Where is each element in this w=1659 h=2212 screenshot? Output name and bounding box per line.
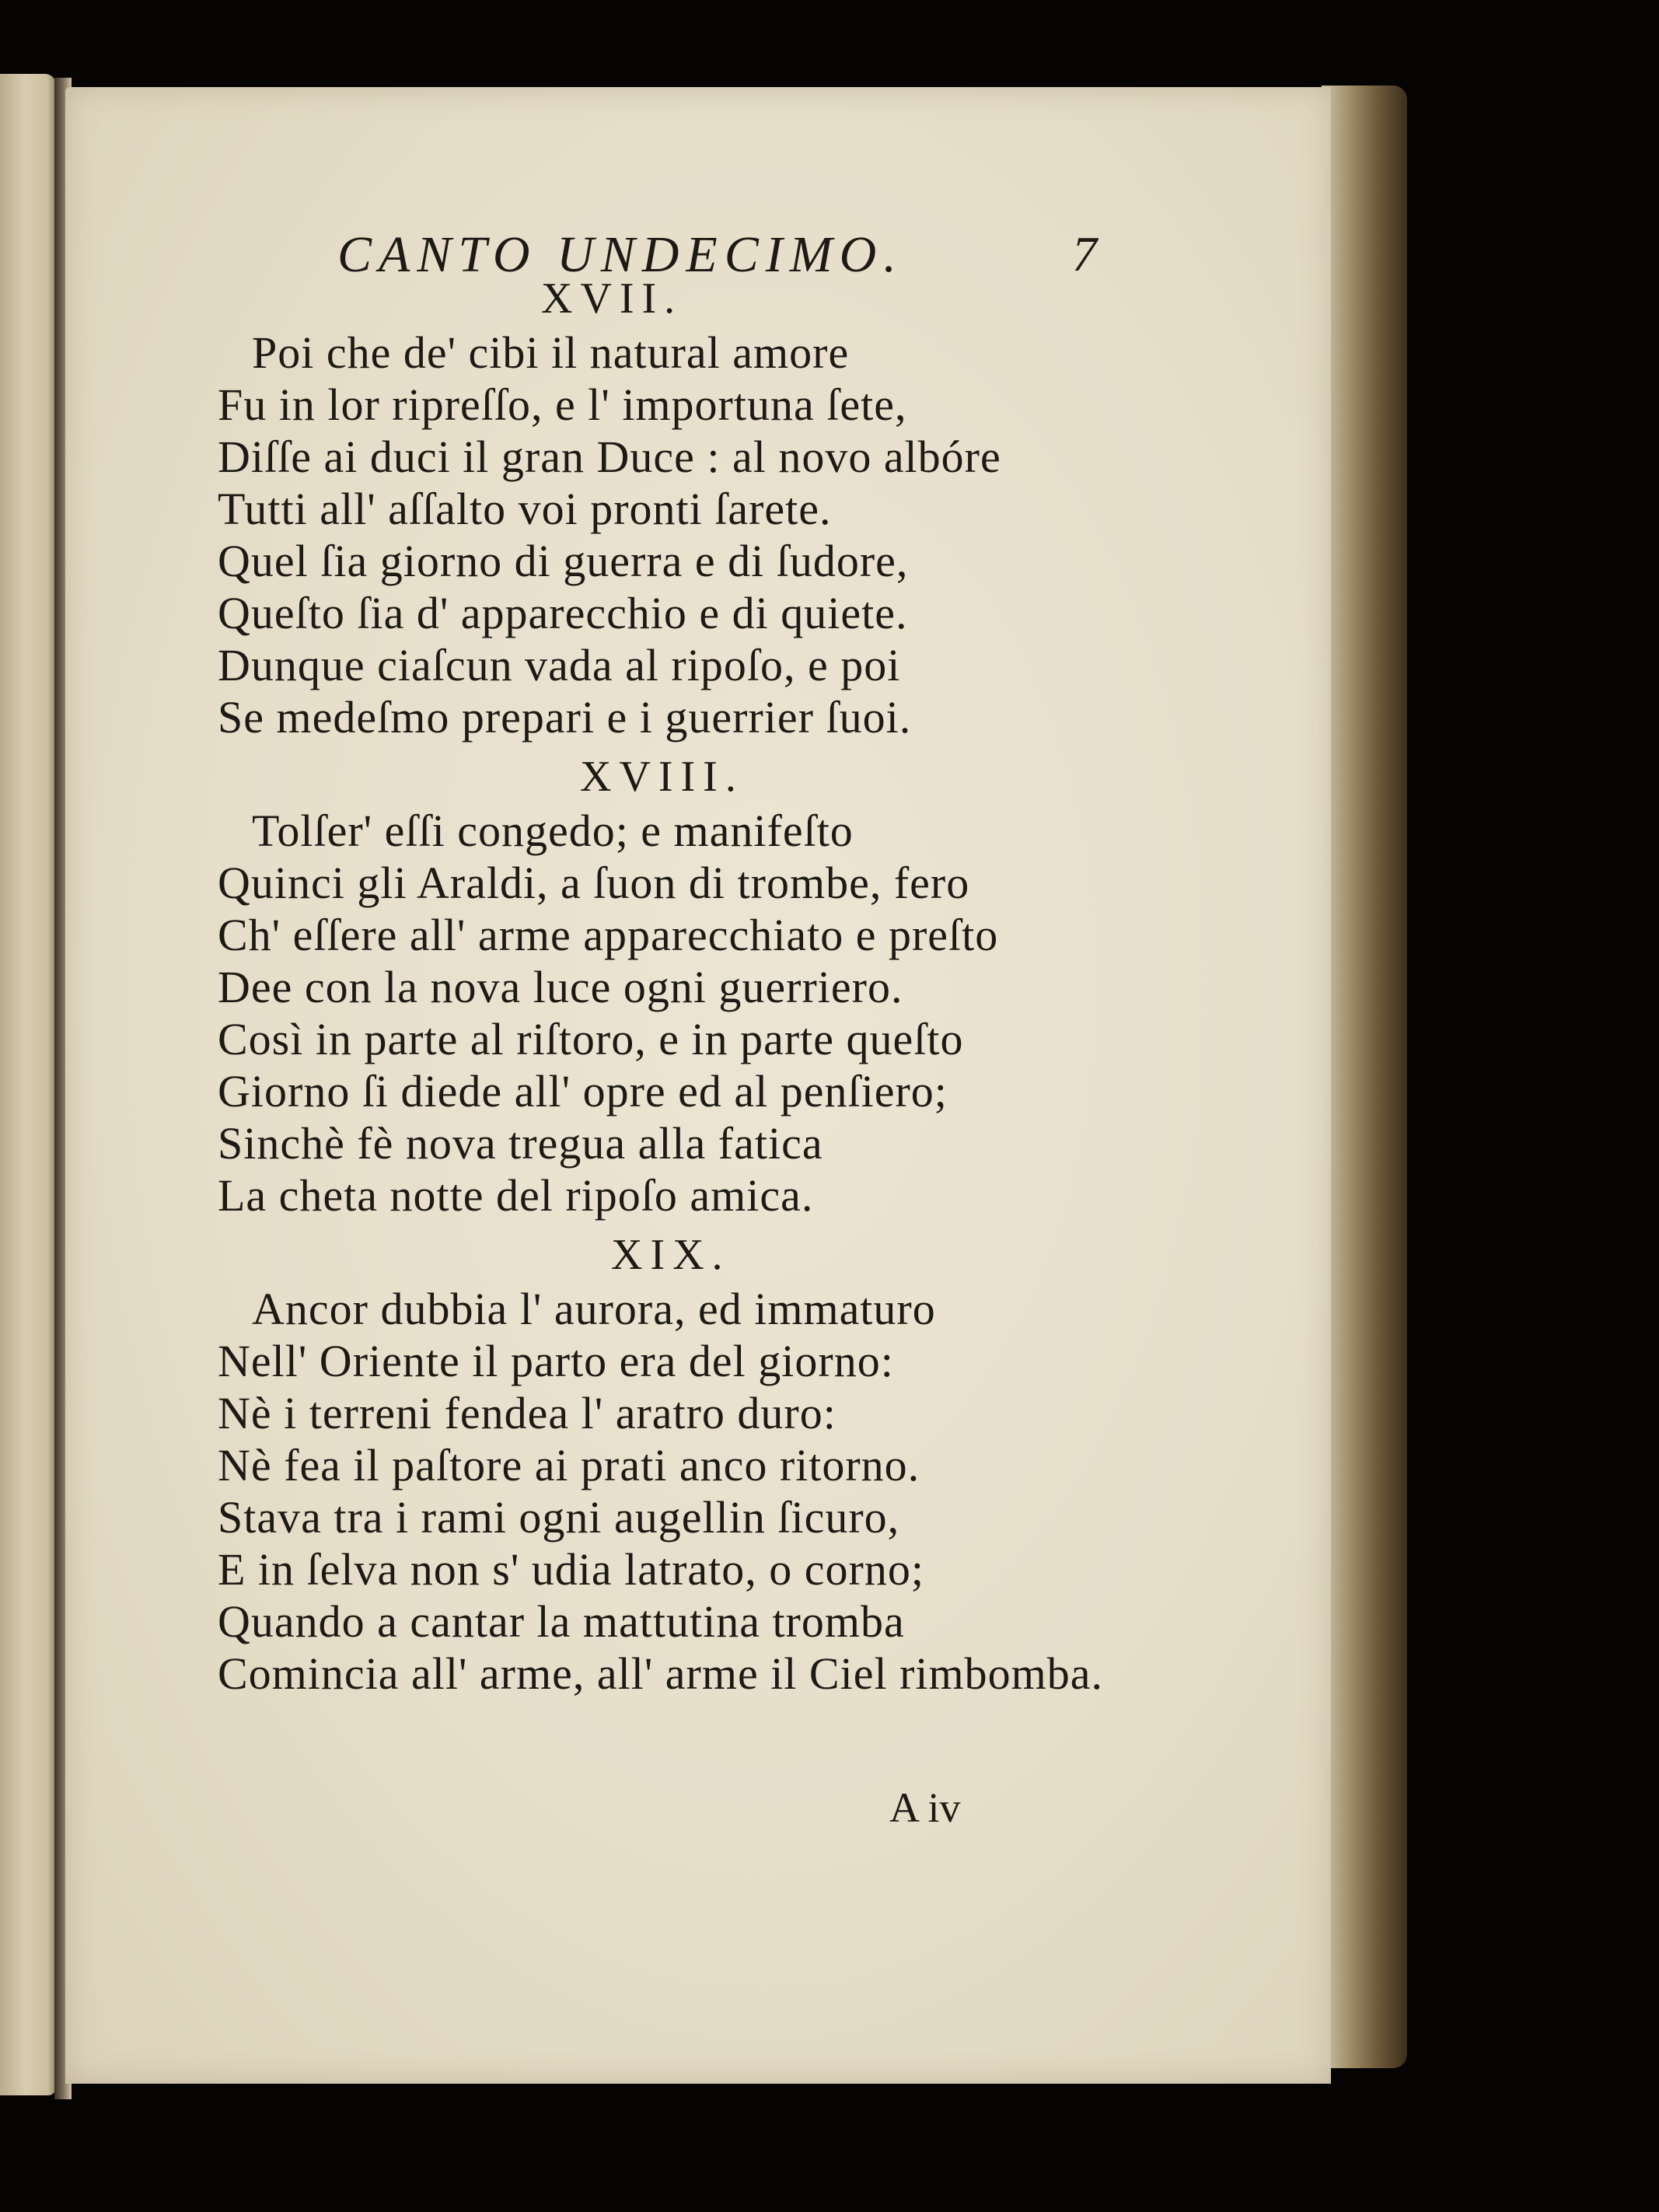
verse-line: Nè fea il paſtore ai prati anco ritorno. (218, 1440, 920, 1490)
verse-line: Quando a cantar la mattutina tromba (218, 1596, 905, 1647)
book-spine-edge (1322, 86, 1407, 2068)
verse-line: Comincia all' arme, all' arme il Ciel rimbomba. (218, 1648, 1103, 1699)
verse-line: Ch' eſſere all' arme apparecchiato e preſto (218, 910, 999, 960)
verse-line: Quinci gli Araldi, a ſuon di trombe, fero (218, 858, 970, 908)
verse-line: Giorno ſi diede all' opre ed al penſiero; (218, 1066, 948, 1116)
verse-line: Nè i terreni fendea l' aratro duro: (218, 1388, 836, 1438)
page-number: 7 (1072, 226, 1097, 281)
verse-line: Dee con la nova luce ogni guerriero. (218, 962, 903, 1012)
verse-line: Poi che de' cibi il natural amore (252, 327, 850, 378)
stanza-number: XVIII. (580, 753, 744, 801)
facing-page-edge (0, 74, 56, 2095)
verse-line: Nell' Oriente il parto era del giorno: (218, 1336, 894, 1386)
stanza-number: XVII. (541, 274, 683, 323)
verse-line: Dunque ciaſcun vada al ripoſo, e poi (218, 640, 901, 690)
verse-line: Così in parte al riſtoro, e in parte queſto (218, 1014, 964, 1064)
verse-line: Ancor dubbia l' aurora, ed immaturo (252, 1284, 936, 1334)
verse-line: Fu in lor ripreſſo, e l' importuna ſete, (218, 379, 907, 430)
verse-line: Diſſe ai duci il gran Duce : al novo albóre (218, 432, 1001, 482)
verse-line: Quel ſia giorno di guerra e di ſudore, (218, 536, 909, 586)
signature-mark: A iv (889, 1784, 961, 1831)
verse-line: Tolſer' eſſi congedo; e manifeſto (252, 805, 854, 856)
stanza-number: XIX. (611, 1231, 731, 1279)
verse-line: La cheta notte del ripoſo amica. (218, 1170, 814, 1221)
verse-line: Tutti all' aſſalto voi pronti ſarete. (218, 484, 832, 534)
verse-line: Sinchè fè nova tregua alla fatica (218, 1118, 823, 1169)
running-head: CANTO UNDECIMO. (337, 226, 903, 283)
verse-line: E in ſelva non s' udia latrato, o corno; (218, 1544, 924, 1595)
verse-line: Se medeſmo prepari e i guerrier ſuoi. (218, 692, 912, 743)
book-page (65, 87, 1331, 2084)
page-text (65, 87, 1331, 2084)
verse-line: Stava tra i rami ogni augellin ſicuro, (218, 1492, 900, 1543)
verse-line: Queſto ſia d' apparecchio e di quiete. (218, 588, 908, 638)
